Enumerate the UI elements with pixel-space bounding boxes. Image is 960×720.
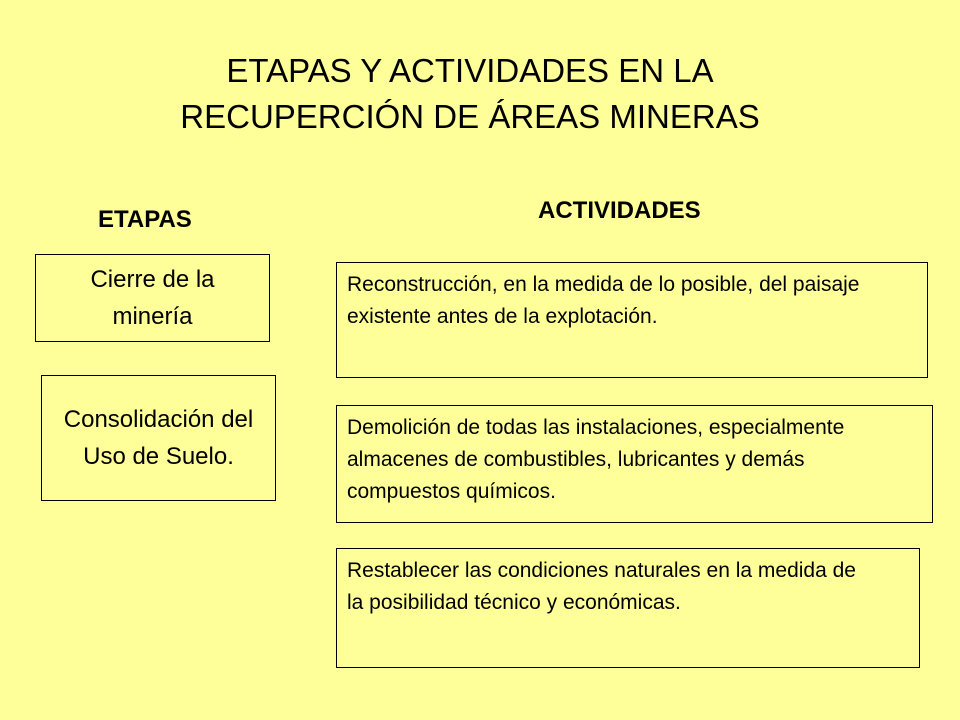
etapa-box-consolidacion — [41, 375, 276, 501]
etapa-box-cierre — [35, 254, 270, 342]
etapa-text: Cierre de la minería — [90, 266, 215, 330]
etapas-heading: ETAPAS — [98, 206, 192, 233]
actividad-box-demolicion — [336, 405, 933, 523]
slide-title-line-1: ETAPAS Y ACTIVIDADES EN LA — [226, 52, 714, 89]
actividad-text: Reconstrucción, en la medida de lo posible, del paisaje existente antes de la explotación. — [347, 273, 860, 328]
actividad-text: Demolición de todas las instalaciones, especialmente almacenes de combustibles, lubricantes y demás compuestos químicos. — [347, 416, 845, 503]
slide-title-line-2: RECUPERCIÓN DE ÁREAS MINERAS — [180, 98, 760, 135]
etapa-text: Consolidación del Uso de Suelo. — [63, 406, 254, 470]
actividades-heading: ACTIVIDADES — [538, 197, 701, 224]
actividad-text: Restablecer las condiciones naturales en la medida de la posibilidad técnico y económicas. — [347, 559, 856, 614]
actividad-box-reconstruccion — [336, 262, 928, 378]
actividad-box-restablecer — [336, 548, 920, 668]
slide-title — [0, 48, 940, 140]
